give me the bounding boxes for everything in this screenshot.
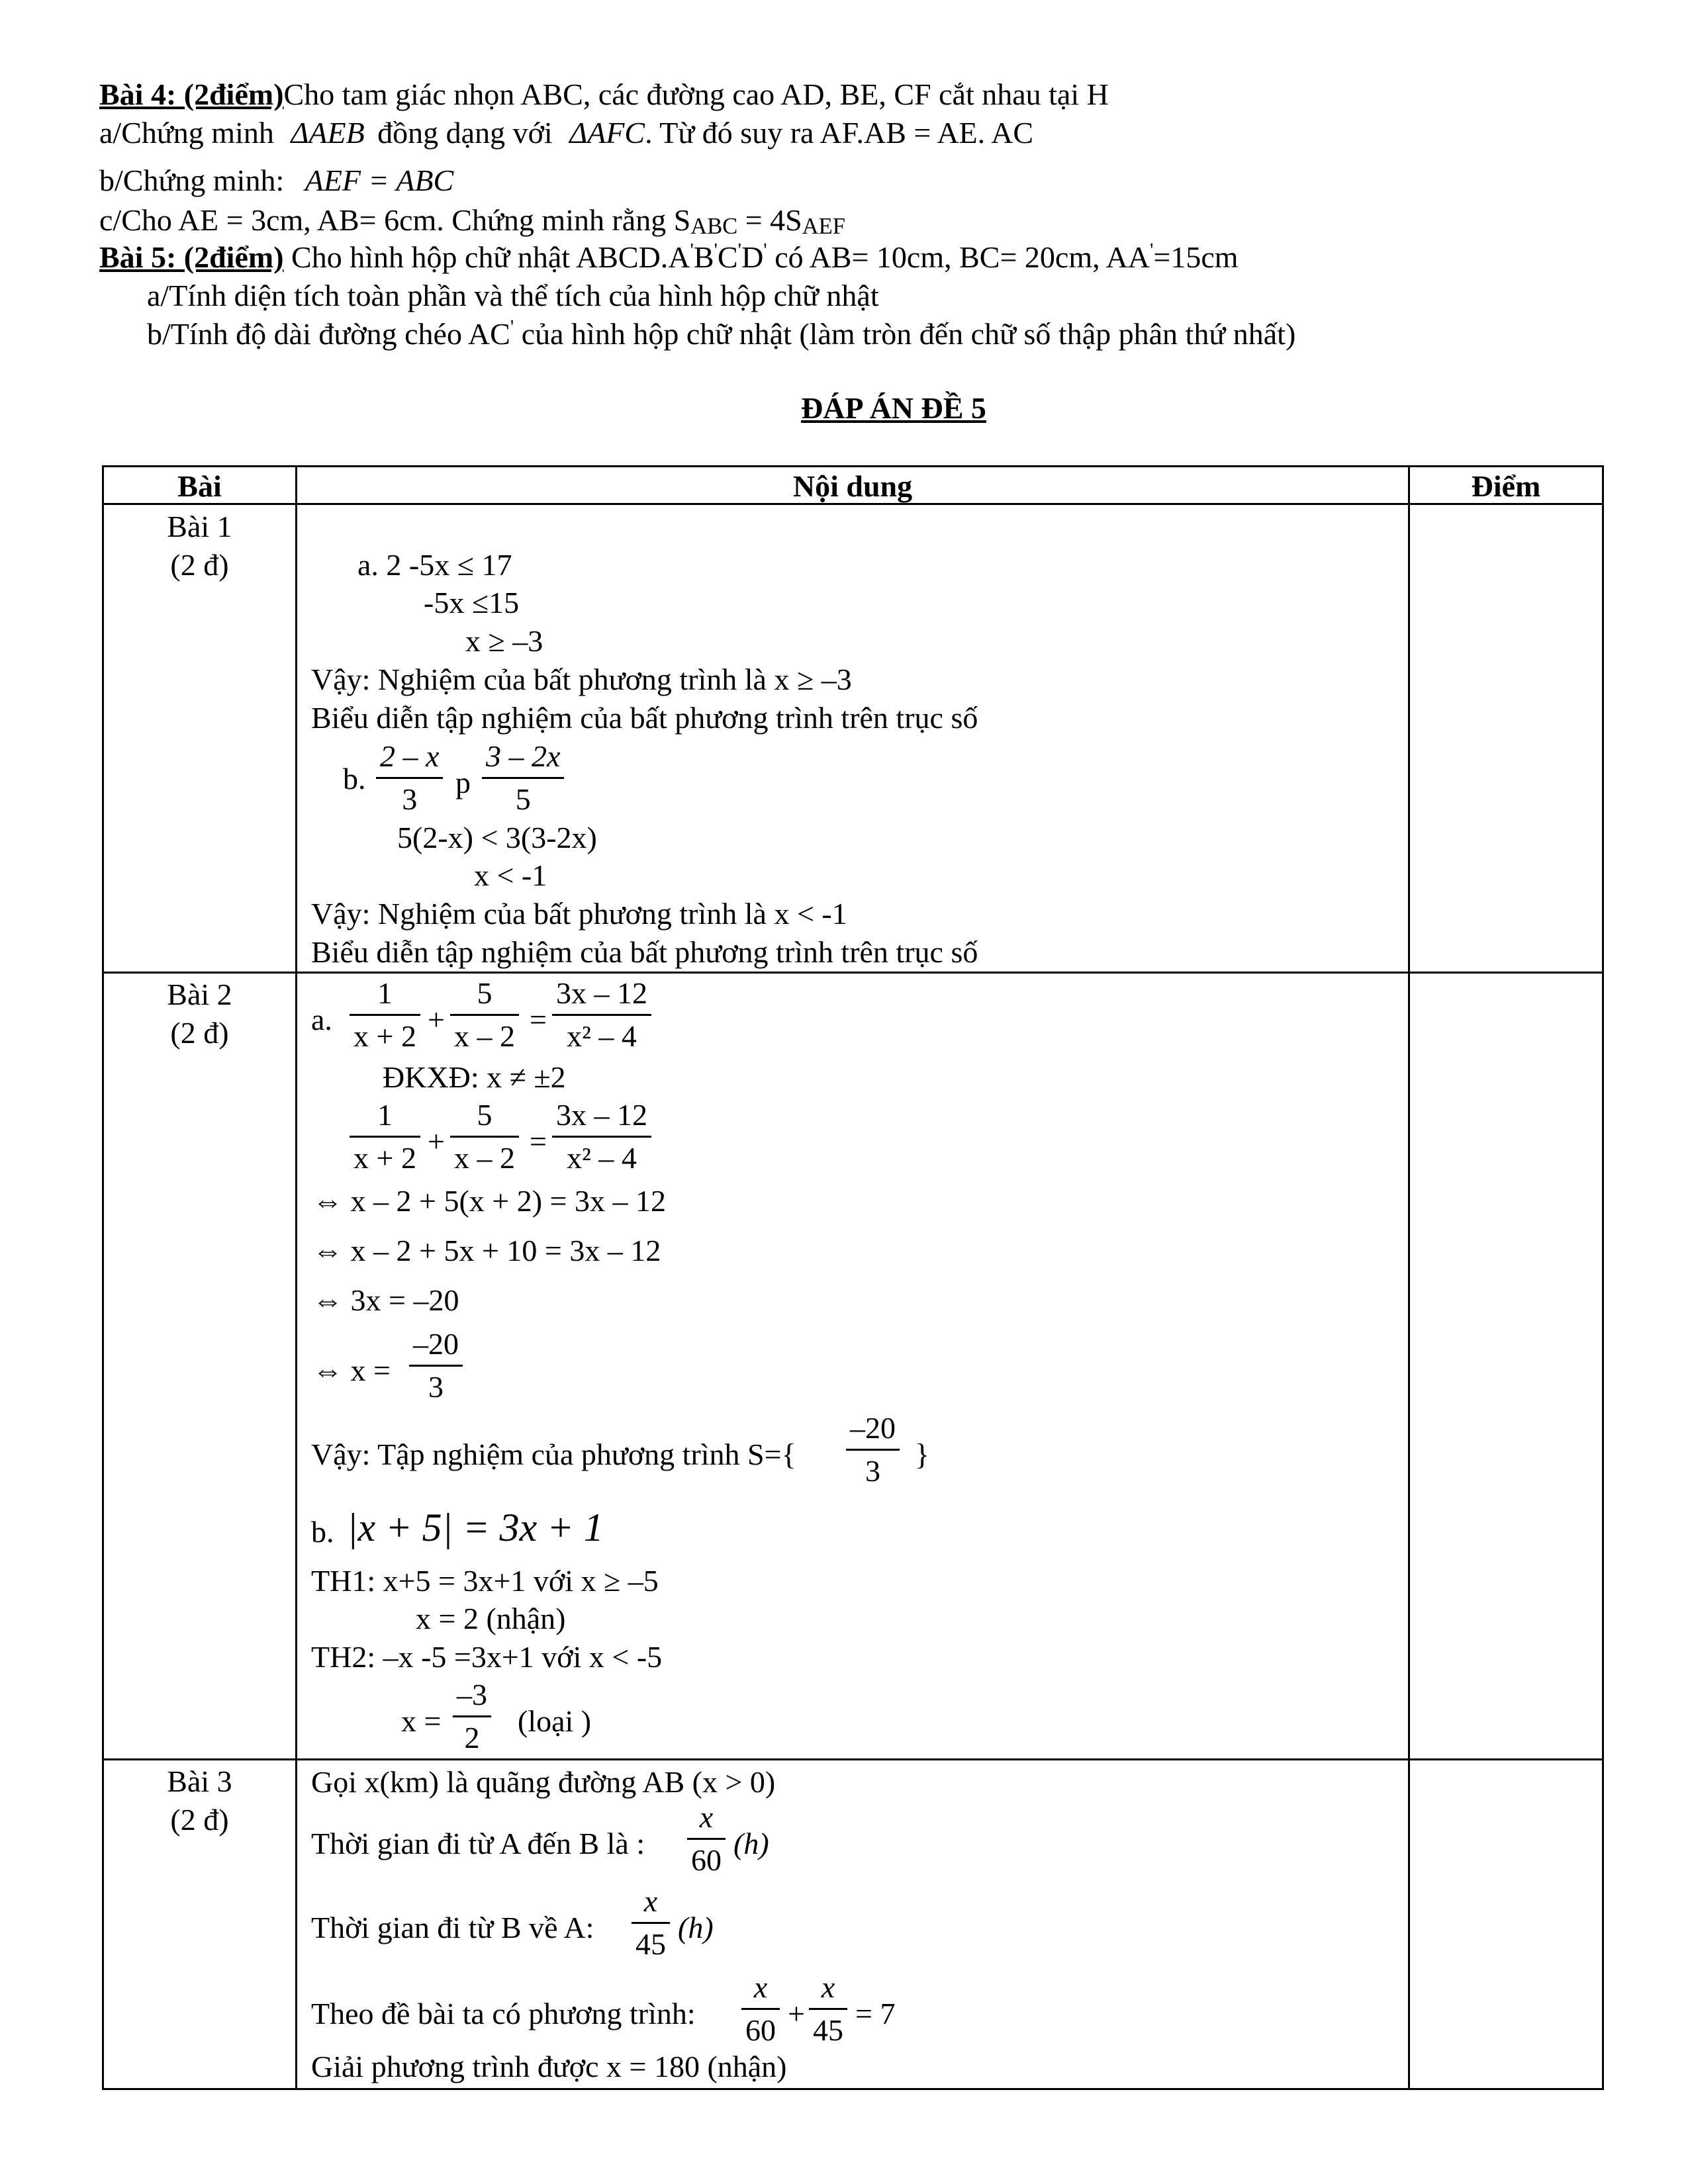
b2-eq1-frac1 (350, 978, 420, 1052)
bai5-a: a/Tính diện tích toàn phần và thể tích của hình hộp chữ nhật (147, 279, 879, 312)
b2-th2b-den: 2 (464, 1721, 480, 1754)
b3-l2-frac (687, 1802, 726, 1876)
prime: ' (763, 239, 767, 261)
b3-l4-num1: x (753, 1970, 768, 2004)
bai4-title: Bài 4: (2điểm) (99, 77, 284, 111)
bai5-text-mid2: C (717, 240, 738, 274)
b2-s4-frac (409, 1329, 463, 1402)
b2-th2: TH2: –x -5 =3x+1 với x < -5 (311, 1640, 663, 1674)
b3-l5: Giải phương trình được x = 180 (nhận) (311, 2050, 787, 2083)
bai5-text-end: =15cm (1153, 240, 1239, 274)
b2-th1b: x = 2 (nhận) (416, 1602, 566, 1635)
b1-frac1-num: 2 – x (380, 739, 440, 773)
bai5-line (99, 239, 1239, 274)
b2-plus: + (428, 1124, 445, 1158)
b2-f1-den: x + 2 (353, 1141, 416, 1175)
bai4-b (99, 165, 453, 196)
bai5-text-post: có AB= 10cm, BC= 20cm, AA (767, 240, 1150, 274)
b2-s5-num: –20 (850, 1411, 896, 1445)
b3-l2: Thời gian đi từ A đến B là : (311, 1827, 645, 1860)
row-points: (2 đ) (170, 1016, 229, 1050)
table-row-rule (102, 972, 1604, 974)
b2-s5-post: } (915, 1437, 930, 1471)
header-diem: Điểm (1471, 469, 1541, 503)
b3-l4: Theo đề bài ta có phương trình: (311, 1997, 696, 2030)
bai5-text-pre: Cho hình hộp chữ nhật ABCD.A (291, 240, 690, 274)
b1-b1: 5(2-x) < 3(3-2x) (397, 821, 597, 854)
b2-f3-num: 3x – 12 (556, 1098, 647, 1132)
b3-l2-unit: (h) (733, 1827, 769, 1860)
b2-f3-num: 3x – 12 (556, 976, 647, 1010)
b3-l4-frac2 (809, 1972, 847, 2046)
bai5-text-mid: B (693, 240, 714, 274)
bai4-c-pre: c/Cho AE = 3cm, AB= 6cm. Chứng minh rằng S (99, 203, 691, 237)
b3-l4-frac1 (741, 1972, 780, 2046)
prime: ' (714, 239, 718, 261)
b2-b-eq: |x + 5| = 3x + 1 (347, 1506, 604, 1549)
b3-l2-den: 60 (691, 1843, 722, 1877)
b2-eq: = (530, 1124, 547, 1158)
row-label: Bài 1 (167, 510, 232, 543)
b2-eq1-frac2 (450, 978, 519, 1052)
b1-b-label: b. (343, 762, 366, 796)
b2-th2b-pre: x = (401, 1704, 442, 1738)
b3-l3: Thời gian đi từ B về A: (311, 1911, 594, 1944)
bai4-a-pre: a/Chứng minh (99, 116, 274, 150)
b3-l1: Gọi x(km) là quãng đường AB (x > 0) (311, 1765, 776, 1799)
b2-s3: ⇔ 3x = –20 (312, 1283, 459, 1317)
table-border-top (102, 465, 1604, 467)
bai4-a-tri2: ΔAFC (569, 116, 645, 150)
b2-f1-num: 1 (377, 1098, 393, 1132)
bai4-c (99, 203, 845, 240)
bai4-a-post: . Từ đó suy ra AF.AB = AE. AC (645, 116, 1033, 150)
b3-l3-unit: (h) (678, 1911, 714, 1944)
bai4-a (99, 118, 1033, 148)
table-col-rule (1408, 465, 1410, 2090)
b2-f2-den: x – 2 (454, 1019, 515, 1053)
header-bai: Bài (177, 469, 222, 503)
b2-f3-den: x² – 4 (567, 1141, 637, 1175)
bai4-b-math: AEF = ABC (305, 163, 454, 197)
b1-a5: Biểu diễn tập nghiệm của bất phương trình trên trục số (311, 701, 978, 735)
bai5-text-mid3: D (741, 240, 764, 274)
b1-a1: a. 2 -5x ≤ 17 (357, 548, 512, 582)
b2-f2-num: 5 (477, 1098, 492, 1132)
b3-l3-frac (632, 1886, 670, 1960)
b2-dkxd: ĐKXĐ: x ≠ ±2 (383, 1060, 566, 1094)
prime: ' (737, 239, 742, 261)
b2-f2-num: 5 (477, 976, 492, 1010)
prime: ' (510, 316, 514, 338)
bai4-c-sub1: ABC (690, 214, 738, 240)
b3-l4-num2: x (821, 1970, 835, 2004)
b2-f1-den: x + 2 (353, 1019, 416, 1053)
table-border-right (1602, 465, 1604, 2090)
table-header-rule (102, 503, 1604, 505)
b2-f1-num: 1 (377, 976, 393, 1010)
b2-plus: + (428, 1003, 445, 1036)
b2-f2-den: x – 2 (454, 1141, 515, 1175)
answer-title: ĐÁP ÁN ĐỀ 5 (801, 391, 986, 425)
b3-l2-num: x (699, 1800, 714, 1834)
prime: ' (690, 239, 694, 261)
b2-th2b-post: (loại ) (518, 1704, 592, 1738)
b2-s4-den: 3 (428, 1370, 444, 1404)
b2-eq2-frac1 (350, 1100, 420, 1173)
b1-frac2-num: 3 – 2x (486, 739, 561, 773)
row-label: Bài 3 (167, 1764, 232, 1798)
b2-eq: = (530, 1003, 547, 1036)
b2-th1: TH1: x+5 = 3x+1 với x ≥ –5 (311, 1564, 659, 1598)
b2-a-label: a. (311, 1003, 332, 1036)
bai4-b-pre: b/Chứng minh: (99, 163, 285, 197)
b3-l3-den: 45 (635, 1927, 666, 1961)
bai4-line (99, 79, 1109, 110)
b1-frac1 (376, 741, 443, 815)
b3-l3-num: x (643, 1884, 658, 1918)
row-label: Bài 2 (167, 978, 232, 1011)
b2-s4-num: –20 (413, 1327, 459, 1361)
b1-a4: Vậy: Nghiệm của bất phương trình là x ≥ –3 (311, 662, 852, 696)
b3-l4-plus: + (788, 1997, 805, 2030)
bai5-b-pre: b/Tính độ dài đường chéo AC (147, 317, 510, 351)
table-row-rule (102, 1758, 1604, 1760)
table-border-left (102, 465, 104, 2090)
b1-frac2-den: 5 (515, 782, 531, 816)
bai5-b (147, 316, 1296, 351)
header-noi-dung: Nội dung (792, 469, 913, 503)
bai4-a-mid: đồng dạng với (377, 116, 553, 150)
b2-s5-frac (846, 1413, 900, 1486)
b2-eq1-frac3 (552, 978, 651, 1052)
b2-s5-pre: Vậy: Tập nghiệm của phương trình S={ (311, 1437, 796, 1471)
bai4-c-sub2: AEF (802, 214, 845, 240)
b1-a3: x ≥ –3 (465, 624, 543, 658)
b1-b4: Biểu diễn tập nghiệm của bất phương trình trên trục số (311, 935, 978, 969)
row-points: (2 đ) (170, 548, 229, 582)
b1-frac2 (482, 741, 564, 815)
bai5-title: Bài 5: (2điểm) (99, 240, 284, 274)
b2-s5-den: 3 (865, 1454, 880, 1488)
b2-b-label: b. (311, 1515, 334, 1549)
b1-b3: Vậy: Nghiệm của bất phương trình là x < -1 (311, 897, 847, 931)
b2-eq2-frac3 (552, 1100, 651, 1173)
b2-eq2-frac2 (450, 1100, 519, 1173)
b2-th2b-num: –3 (457, 1678, 487, 1711)
table-col-rule (295, 465, 297, 2090)
b1-a2: -5x ≤15 (424, 586, 520, 619)
b1-b2: x < -1 (474, 858, 547, 892)
b2-s4-pre: ⇔ x = (312, 1353, 391, 1387)
b2-th2b-frac (453, 1680, 491, 1753)
b2-s1: ⇔ x – 2 + 5(x + 2) = 3x – 12 (312, 1184, 666, 1218)
row-points: (2 đ) (170, 1803, 229, 1837)
b1-op: p (455, 766, 471, 799)
prime: ' (1150, 239, 1154, 261)
bai4-text: Cho tam giác nhọn ABC, các đường cao AD, BE, CF cắt nhau tại H (283, 77, 1109, 111)
b3-l4-den1: 60 (745, 2013, 776, 2047)
b2-s2: ⇔ x – 2 + 5x + 10 = 3x – 12 (312, 1234, 661, 1267)
b2-f3-den: x² – 4 (567, 1019, 637, 1053)
bai5-b-post: của hình hộp chữ nhật (làm tròn đến chữ số thập phân thứ nhất) (514, 317, 1296, 351)
b3-l4-eq: = 7 (855, 1997, 896, 2030)
table-border-bottom (102, 2088, 1604, 2090)
b3-l4-den2: 45 (813, 2013, 843, 2047)
b1-frac1-den: 3 (402, 782, 418, 816)
bai4-c-mid: = 4S (737, 203, 802, 237)
bai4-a-tri1: ΔAEB (291, 116, 365, 150)
